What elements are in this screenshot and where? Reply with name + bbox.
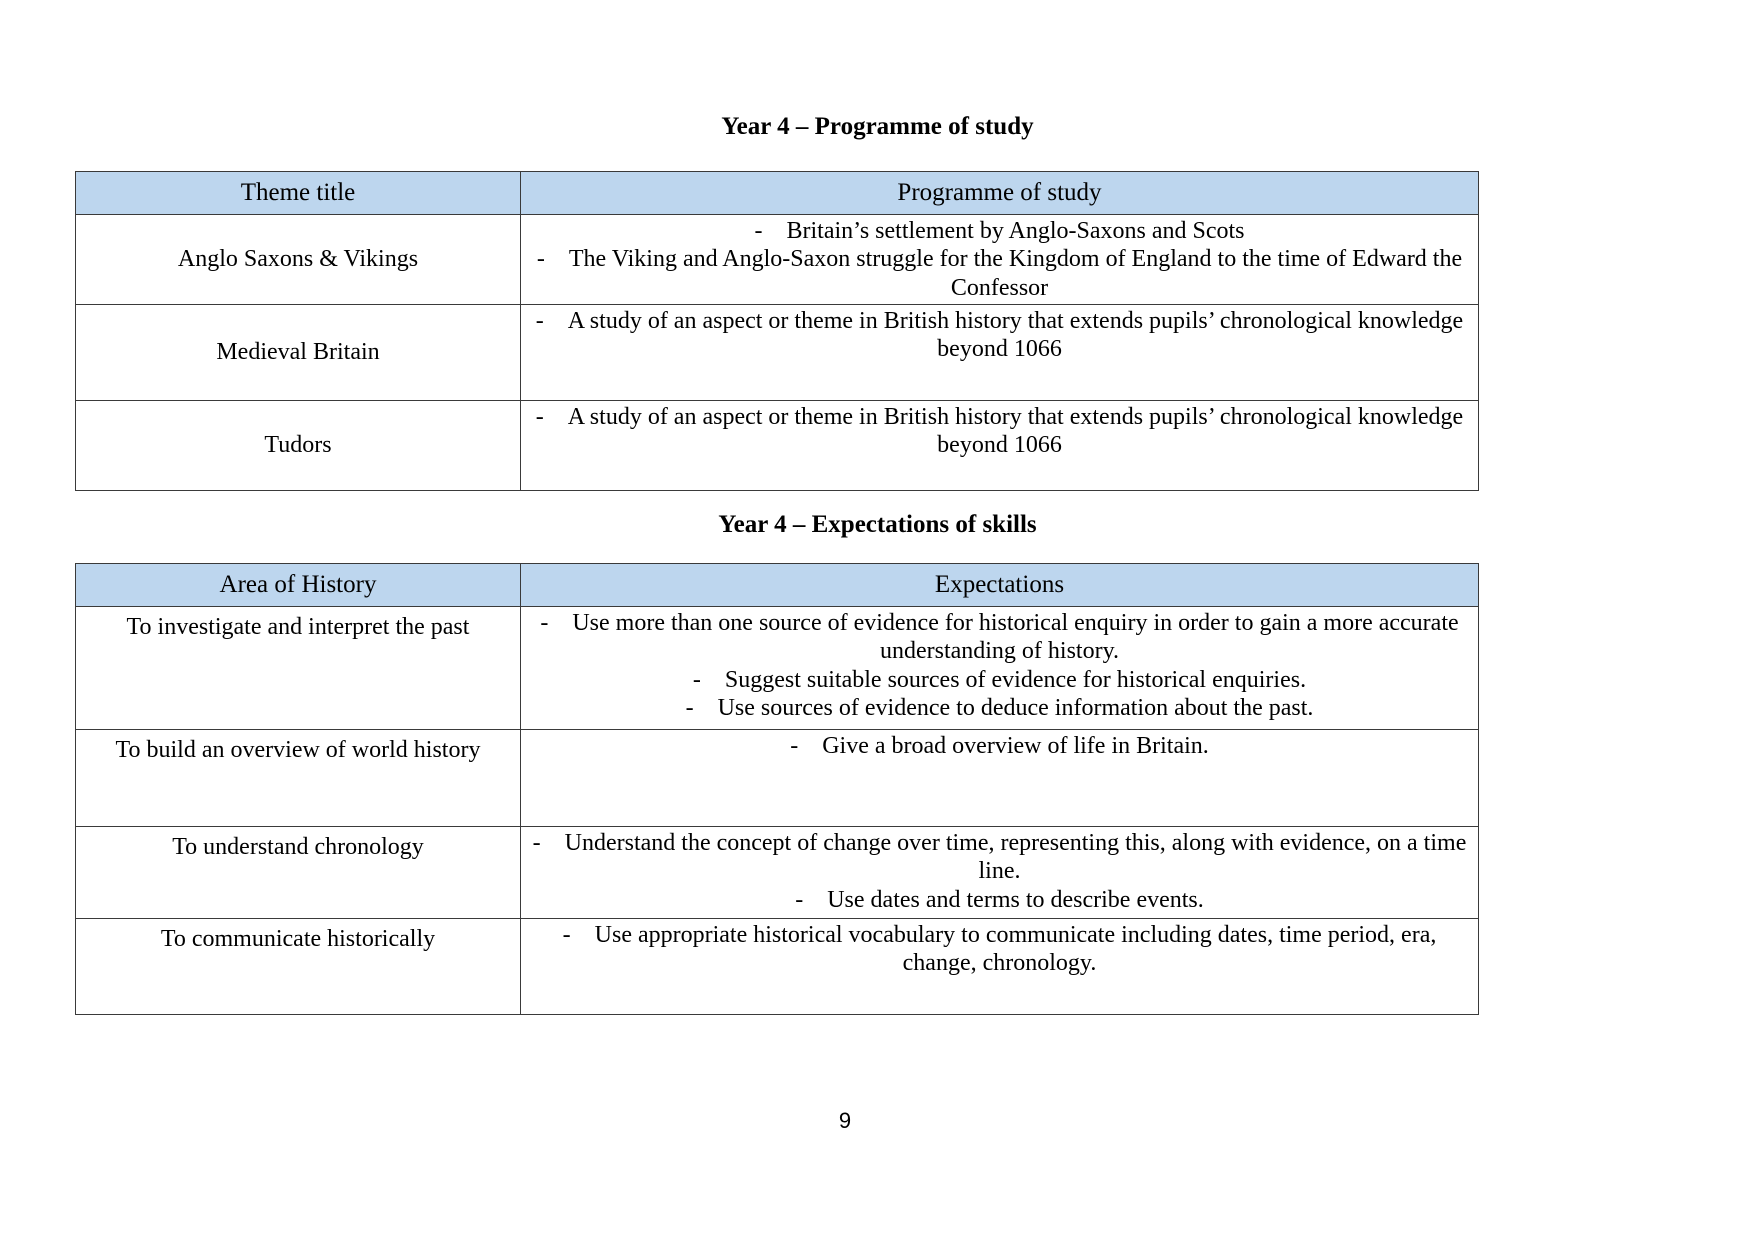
row-label-cell: Anglo Saxons & Vikings: [76, 215, 521, 305]
bullet-dash: -: [790, 733, 799, 759]
bullet-text: Use appropriate historical vocabulary to communicate including dates, time period, era, change, chronology.: [594, 922, 1437, 977]
row-content-cell: [521, 827, 1479, 919]
bullet-dash: -: [795, 886, 804, 913]
bullet-text: A study of an aspect or theme in British history that extends pupils’ chronological knowledge beyond 1066: [567, 308, 1464, 363]
row-content-cell: [521, 305, 1479, 401]
row-content-cell: [521, 730, 1479, 827]
bullet-item: [531, 217, 1468, 245]
bullet-dash: -: [535, 404, 544, 430]
bullet-text: Use more than one source of evidence for historical enquiry in order to gain a more accurate understanding of history.: [572, 610, 1459, 665]
bullet-item: [531, 732, 1468, 760]
row-label-cell: Medieval Britain: [76, 305, 521, 401]
row-label-cell: Tudors: [76, 401, 521, 491]
bullet-item: [531, 307, 1468, 364]
bullet-item: [531, 829, 1468, 886]
row-label-cell: To build an overview of world history: [76, 730, 521, 827]
row-content-cell: [521, 607, 1479, 730]
table-row: [76, 607, 1479, 730]
bullet-text: Use sources of evidence to deduce information about the past.: [717, 694, 1314, 721]
table-header-row: [76, 172, 1479, 215]
bullet-text: Give a broad overview of life in Britain.: [822, 733, 1209, 759]
bullet-dash: -: [535, 308, 544, 334]
bullet-dash: -: [754, 218, 763, 244]
col-header-expectations: Expectations: [521, 564, 1479, 607]
bullet-dash: -: [532, 830, 541, 856]
col-header-area-of-history: Area of History: [76, 564, 521, 607]
bullet-dash: -: [685, 694, 694, 721]
bullet-item: [531, 886, 1468, 914]
bullet-item: [531, 694, 1468, 722]
bullet-text: Suggest suitable sources of evidence for historical enquiries.: [724, 666, 1307, 693]
bullet-dash: -: [540, 610, 549, 636]
bullet-dash: -: [692, 666, 701, 693]
bullet-item: [531, 666, 1468, 694]
bullet-text: Use dates and terms to describe events.: [827, 886, 1204, 913]
bullet-text: A study of an aspect or theme in British history that extends pupils’ chronological knowledge beyond 1066: [567, 404, 1464, 459]
row-label-cell: To understand chronology: [76, 827, 521, 919]
table-row: [76, 305, 1479, 401]
bullet-item: [531, 921, 1468, 978]
bullet-text: Britain’s settlement by Anglo-Saxons and Scots: [786, 218, 1245, 244]
col-header-programme-of-study: Programme of study: [521, 172, 1479, 215]
table-row: [76, 919, 1479, 1015]
bullet-text: The Viking and Anglo-Saxon struggle for the Kingdom of England to the time of Edward the Confessor: [568, 246, 1463, 301]
table-row: [76, 827, 1479, 919]
col-header-theme-title: Theme title: [76, 172, 521, 215]
expectations-of-skills-table: [75, 563, 1479, 1015]
row-content-cell: [521, 215, 1479, 305]
row-label-cell: To investigate and interpret the past: [76, 607, 521, 730]
table-header-row: [76, 564, 1479, 607]
bullet-item: [531, 403, 1468, 460]
bullet-item: [531, 245, 1468, 302]
programme-of-study-title: Year 4 – Programme of study: [721, 113, 1034, 140]
bullet-item: [531, 609, 1468, 666]
expectations-of-skills-title: Year 4 – Expectations of skills: [718, 511, 1037, 538]
bullet-dash: -: [536, 246, 545, 273]
table-row: [76, 215, 1479, 305]
table-row: [76, 401, 1479, 491]
bullet-dash: -: [562, 922, 571, 948]
programme-of-study-table: [75, 171, 1479, 491]
row-content-cell: [521, 401, 1479, 491]
bullet-text: Understand the concept of change over time, representing this, along with evidence, on a time line.: [564, 830, 1467, 885]
row-content-cell: [521, 919, 1479, 1015]
row-label-cell: To communicate historically: [76, 919, 521, 1015]
page-number: 9: [838, 1108, 852, 1133]
table-row: [76, 730, 1479, 827]
